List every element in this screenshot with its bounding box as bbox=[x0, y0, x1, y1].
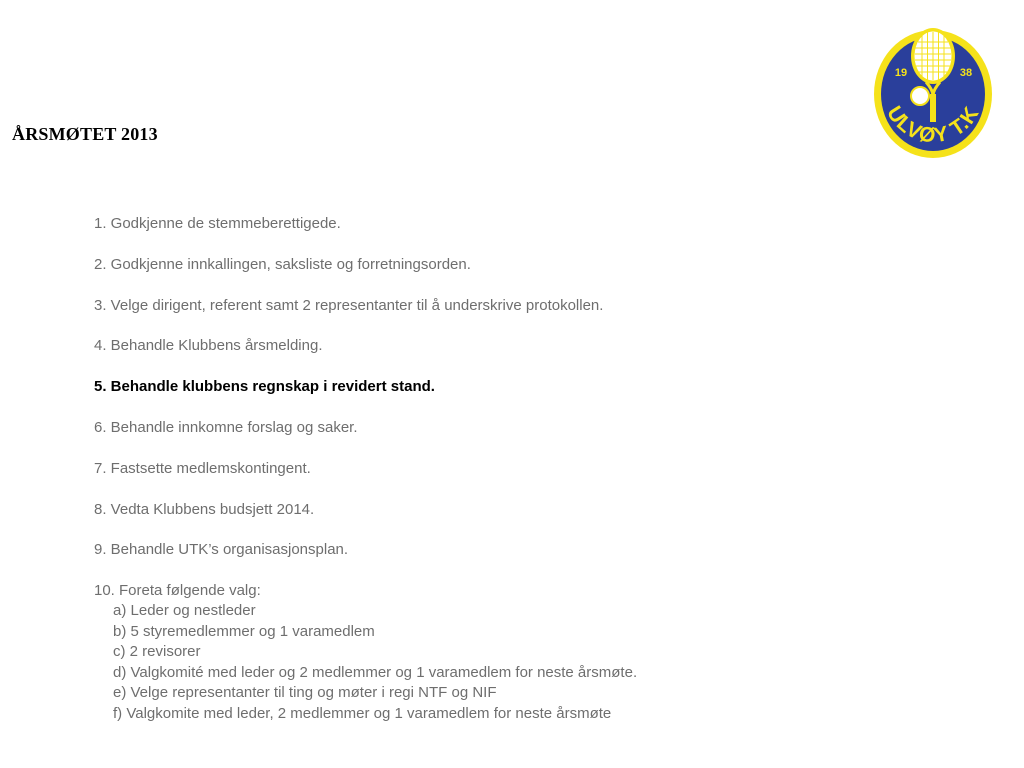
election-sub-list-container bbox=[94, 601, 994, 724]
slide-title: ÅRSMØTET 2013 bbox=[12, 124, 158, 144]
agenda-item: 3. Velge dirigent, referent samt 2 representanter til å underskrive protokollen. bbox=[94, 296, 604, 314]
election-sub-item: c) 2 revisorer bbox=[113, 643, 201, 661]
election-sub-item: a) Leder og nestleder bbox=[113, 602, 256, 620]
agenda-item: 2. Godkjenne innkallingen, saksliste og forretningsorden. bbox=[94, 255, 471, 273]
agenda-item: 1. Godkjenne de stemmeberettigede. bbox=[94, 215, 341, 232]
election-sub-list bbox=[94, 601, 994, 724]
election-sub-item: f) Valgkomite med leder, 2 medlemmer og 1 varamedlem for neste årsmøte bbox=[113, 704, 612, 722]
logo-year-right: 38 bbox=[959, 67, 973, 79]
election-sub-item: e) Velge representanter til ting og møter i regi NTF og NIF bbox=[113, 684, 497, 702]
agenda-item: 7. Fastsette medlemskontingent. bbox=[94, 459, 311, 477]
agenda-item: 6. Behandle innkomne forslag og saker. bbox=[94, 418, 358, 436]
agenda-item: 4. Behandle Klubbens årsmelding. bbox=[94, 337, 323, 355]
agenda-item: 10. Foreta følgende valg: bbox=[94, 582, 261, 600]
agenda-item: 9. Behandle UTK’s organisasjonsplan. bbox=[94, 541, 349, 559]
logo-club-name: ULVØY T.K bbox=[882, 102, 984, 148]
agenda-list bbox=[94, 214, 994, 724]
election-sub-item: d) Valgkomité med leder og 2 medlemmer og 1 varamedlem for neste årsmøte. bbox=[113, 663, 638, 681]
agenda-item: 8. Vedta Klubbens budsjett 2014. bbox=[94, 500, 315, 518]
tennis-ball-icon bbox=[911, 87, 929, 105]
logo-year-left: 19 bbox=[894, 67, 908, 79]
agenda-item-current: 5. Behandle klubbens regnskap i revidert stand. bbox=[94, 378, 435, 396]
club-logo bbox=[872, 24, 994, 162]
election-sub-item: b) 5 styremedlemmer og 1 varamedlem bbox=[113, 622, 375, 640]
